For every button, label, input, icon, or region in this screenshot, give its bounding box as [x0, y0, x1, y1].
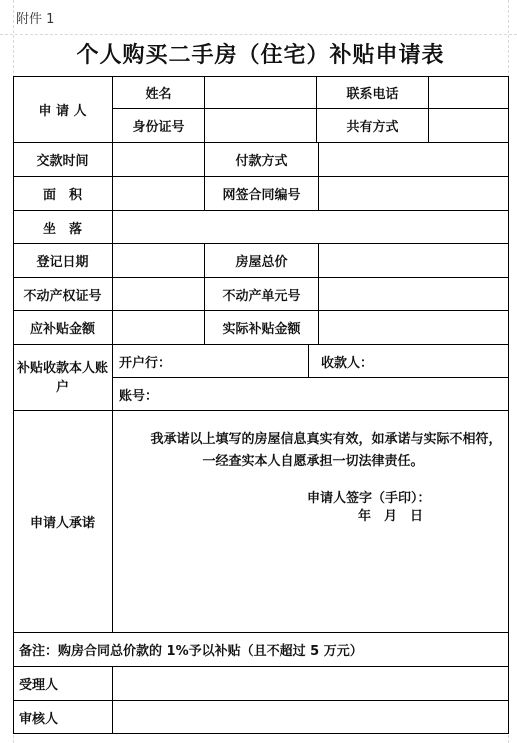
subsidy-actual-field[interactable]: [319, 311, 509, 345]
attachment-label: 附件 1: [16, 12, 55, 27]
id-number-label: 身份证号: [113, 109, 205, 143]
name-label: 姓名: [113, 76, 205, 109]
total-price-field[interactable]: [319, 244, 509, 278]
property-unit-field[interactable]: [319, 278, 509, 311]
date-label: 年 月 日: [358, 509, 424, 524]
registration-date-field[interactable]: [113, 244, 205, 278]
location-field[interactable]: [113, 211, 509, 244]
account-owner-label: 补贴收款本人账户: [13, 345, 113, 411]
application-form: [13, 76, 509, 734]
commitment-box: [113, 411, 509, 633]
location-label: 坐 落: [13, 211, 113, 244]
remark-note: 备注：购房合同总价款的 1%予以补贴（且不超过 5 万元）: [13, 633, 509, 667]
handler-label: 受理人: [13, 667, 113, 701]
area-field[interactable]: [113, 177, 205, 211]
bank-field[interactable]: 开户行：: [113, 345, 309, 378]
commitment-label: 申请人承诺: [13, 411, 113, 633]
form-title: 个人购买二手房（住宅）补贴申请表: [76, 42, 445, 68]
payment-time-label: 交款时间: [13, 143, 113, 177]
property-unit-label: 不动产单元号: [205, 278, 319, 311]
total-price-label: 房屋总价: [205, 244, 319, 278]
co-ownership-label: 共有方式: [317, 109, 429, 143]
signature-label: 申请人签字（手印）：: [307, 491, 431, 506]
phone-field[interactable]: [429, 76, 509, 109]
name-field[interactable]: [205, 76, 317, 109]
contract-number-field[interactable]: [319, 177, 509, 211]
payee-field[interactable]: 收款人：: [309, 345, 509, 378]
subsidy-actual-label: 实际补贴金额: [205, 311, 319, 345]
contract-number-label: 网签合同编号: [205, 177, 319, 211]
commitment-text: 我承诺以上填写的房屋信息真实有效，如承诺与实际不相符，一经查实本人自愿承担一切法律责任。: [150, 432, 502, 469]
payment-time-field[interactable]: [113, 143, 205, 177]
area-label: 面 积: [13, 177, 113, 211]
subsidy-due-label: 应补贴金额: [13, 311, 113, 345]
property-cert-field[interactable]: [113, 278, 205, 311]
subsidy-due-field[interactable]: [113, 311, 205, 345]
applicant-label: 申 请 人: [13, 76, 113, 143]
registration-date-label: 登记日期: [13, 244, 113, 278]
phone-label: 联系电话: [317, 76, 429, 109]
id-number-field[interactable]: [205, 109, 317, 143]
property-cert-label: 不动产权证号: [13, 278, 113, 311]
handler-field[interactable]: [113, 667, 509, 701]
reviewer-field[interactable]: [113, 701, 509, 734]
account-number-field[interactable]: 账号：: [113, 378, 509, 411]
co-ownership-field[interactable]: [429, 109, 509, 143]
reviewer-label: 审核人: [13, 701, 113, 734]
payment-method-field[interactable]: [319, 143, 509, 177]
payment-method-label: 付款方式: [205, 143, 319, 177]
